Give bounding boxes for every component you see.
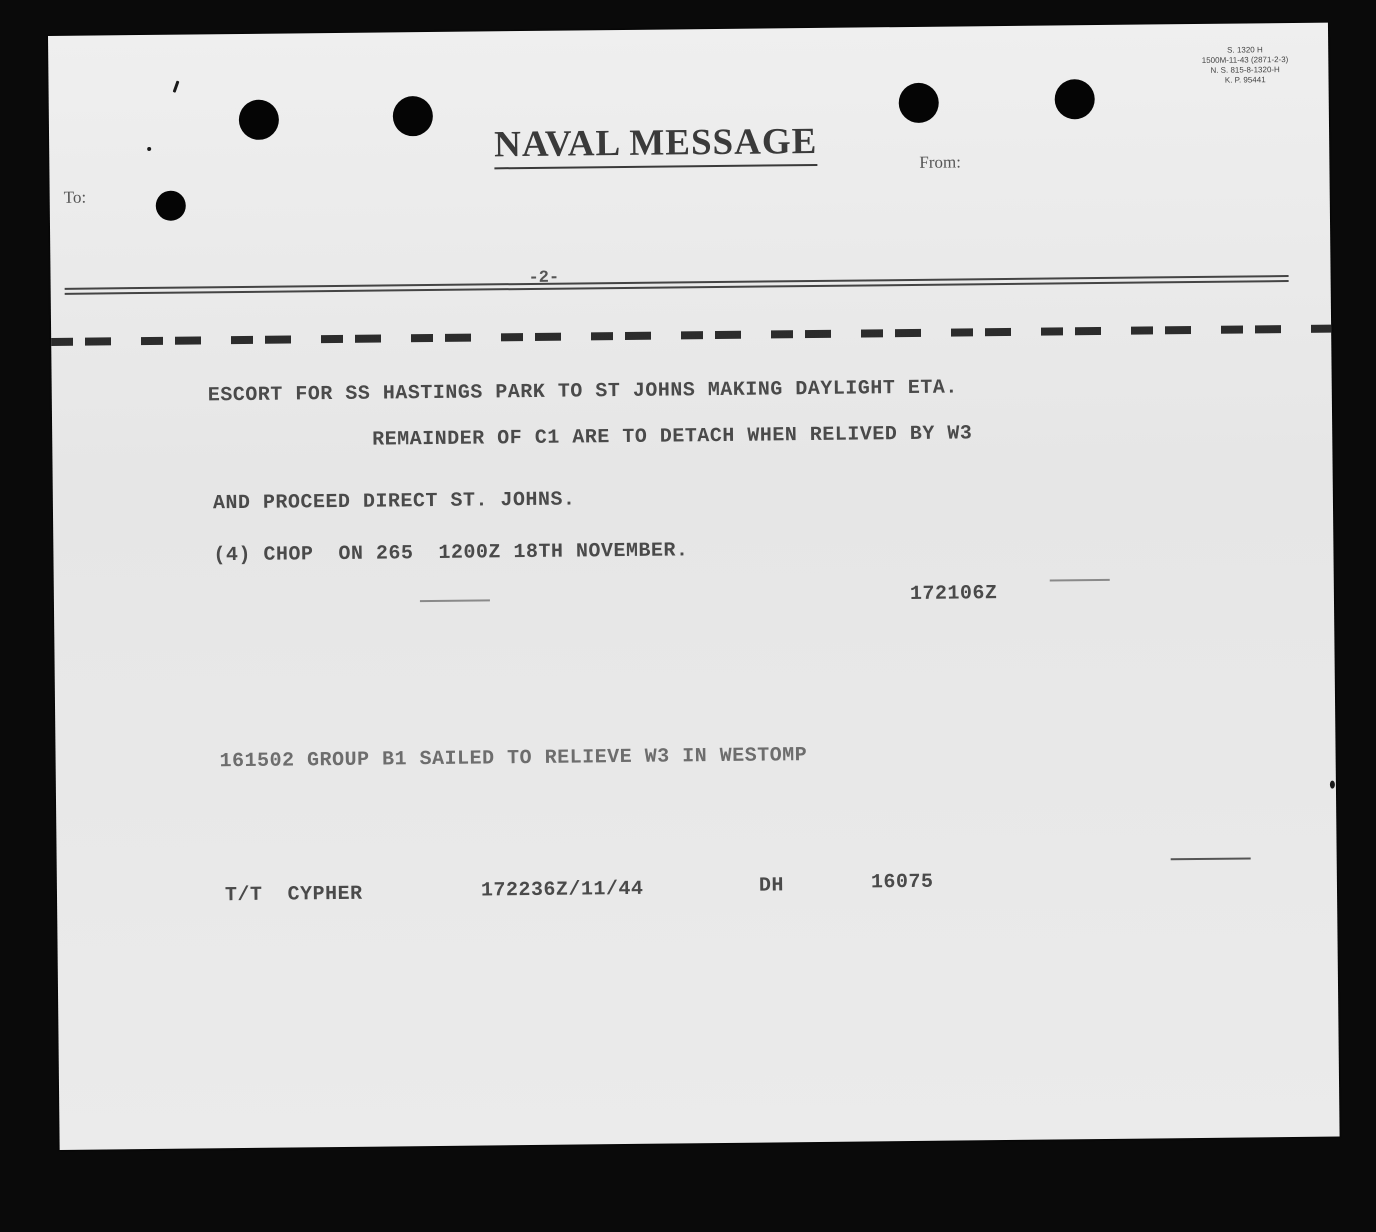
punch-hole bbox=[156, 191, 186, 221]
form-code: S. 1320 H 1500M-11-43 (2871-2-3) N. S. 815-8-1320-H K. P. 95441 bbox=[1201, 45, 1289, 85]
ink-speck bbox=[147, 147, 151, 151]
message-line: REMAINDER OF C1 ARE TO DETACH WHEN RELIVED BY W3 bbox=[372, 422, 973, 452]
punch-hole bbox=[239, 100, 279, 140]
message-form-sheet bbox=[48, 23, 1340, 1150]
torn-edge bbox=[51, 325, 1331, 346]
form-title: NAVAL MESSAGE bbox=[494, 120, 818, 169]
message-line: AND PROCEED DIRECT ST. JOHNS. bbox=[212, 488, 576, 516]
footer-initials: DH bbox=[758, 874, 785, 898]
punch-hole bbox=[899, 83, 939, 123]
to-label: To: bbox=[63, 187, 87, 207]
page-number: -2- bbox=[528, 268, 560, 288]
ink-speck bbox=[1330, 781, 1335, 789]
punch-hole bbox=[1055, 79, 1095, 119]
punch-hole bbox=[393, 96, 433, 136]
ink-speck bbox=[173, 81, 180, 93]
message-note: 161502 GROUP B1 SAILED TO RELIEVE W3 IN WESTOMP bbox=[219, 744, 808, 774]
footer-method: T/T CYPHER bbox=[224, 882, 363, 908]
message-line: (4) CHOP ON 265 1200Z 18TH NOVEMBER. bbox=[213, 539, 689, 568]
faint-dash bbox=[420, 599, 490, 602]
footer-dtg: 172236Z/11/44 bbox=[480, 877, 644, 903]
footer-serial: 16075 bbox=[870, 870, 934, 895]
from-label: From: bbox=[919, 152, 962, 172]
date-time-group: 172106Z bbox=[909, 582, 998, 607]
faint-dash bbox=[1171, 857, 1251, 860]
message-line: ESCORT FOR SS HASTINGS PARK TO ST JOHNS MAKING DAYLIGHT ETA. bbox=[207, 376, 958, 408]
faint-dash bbox=[1050, 579, 1110, 582]
